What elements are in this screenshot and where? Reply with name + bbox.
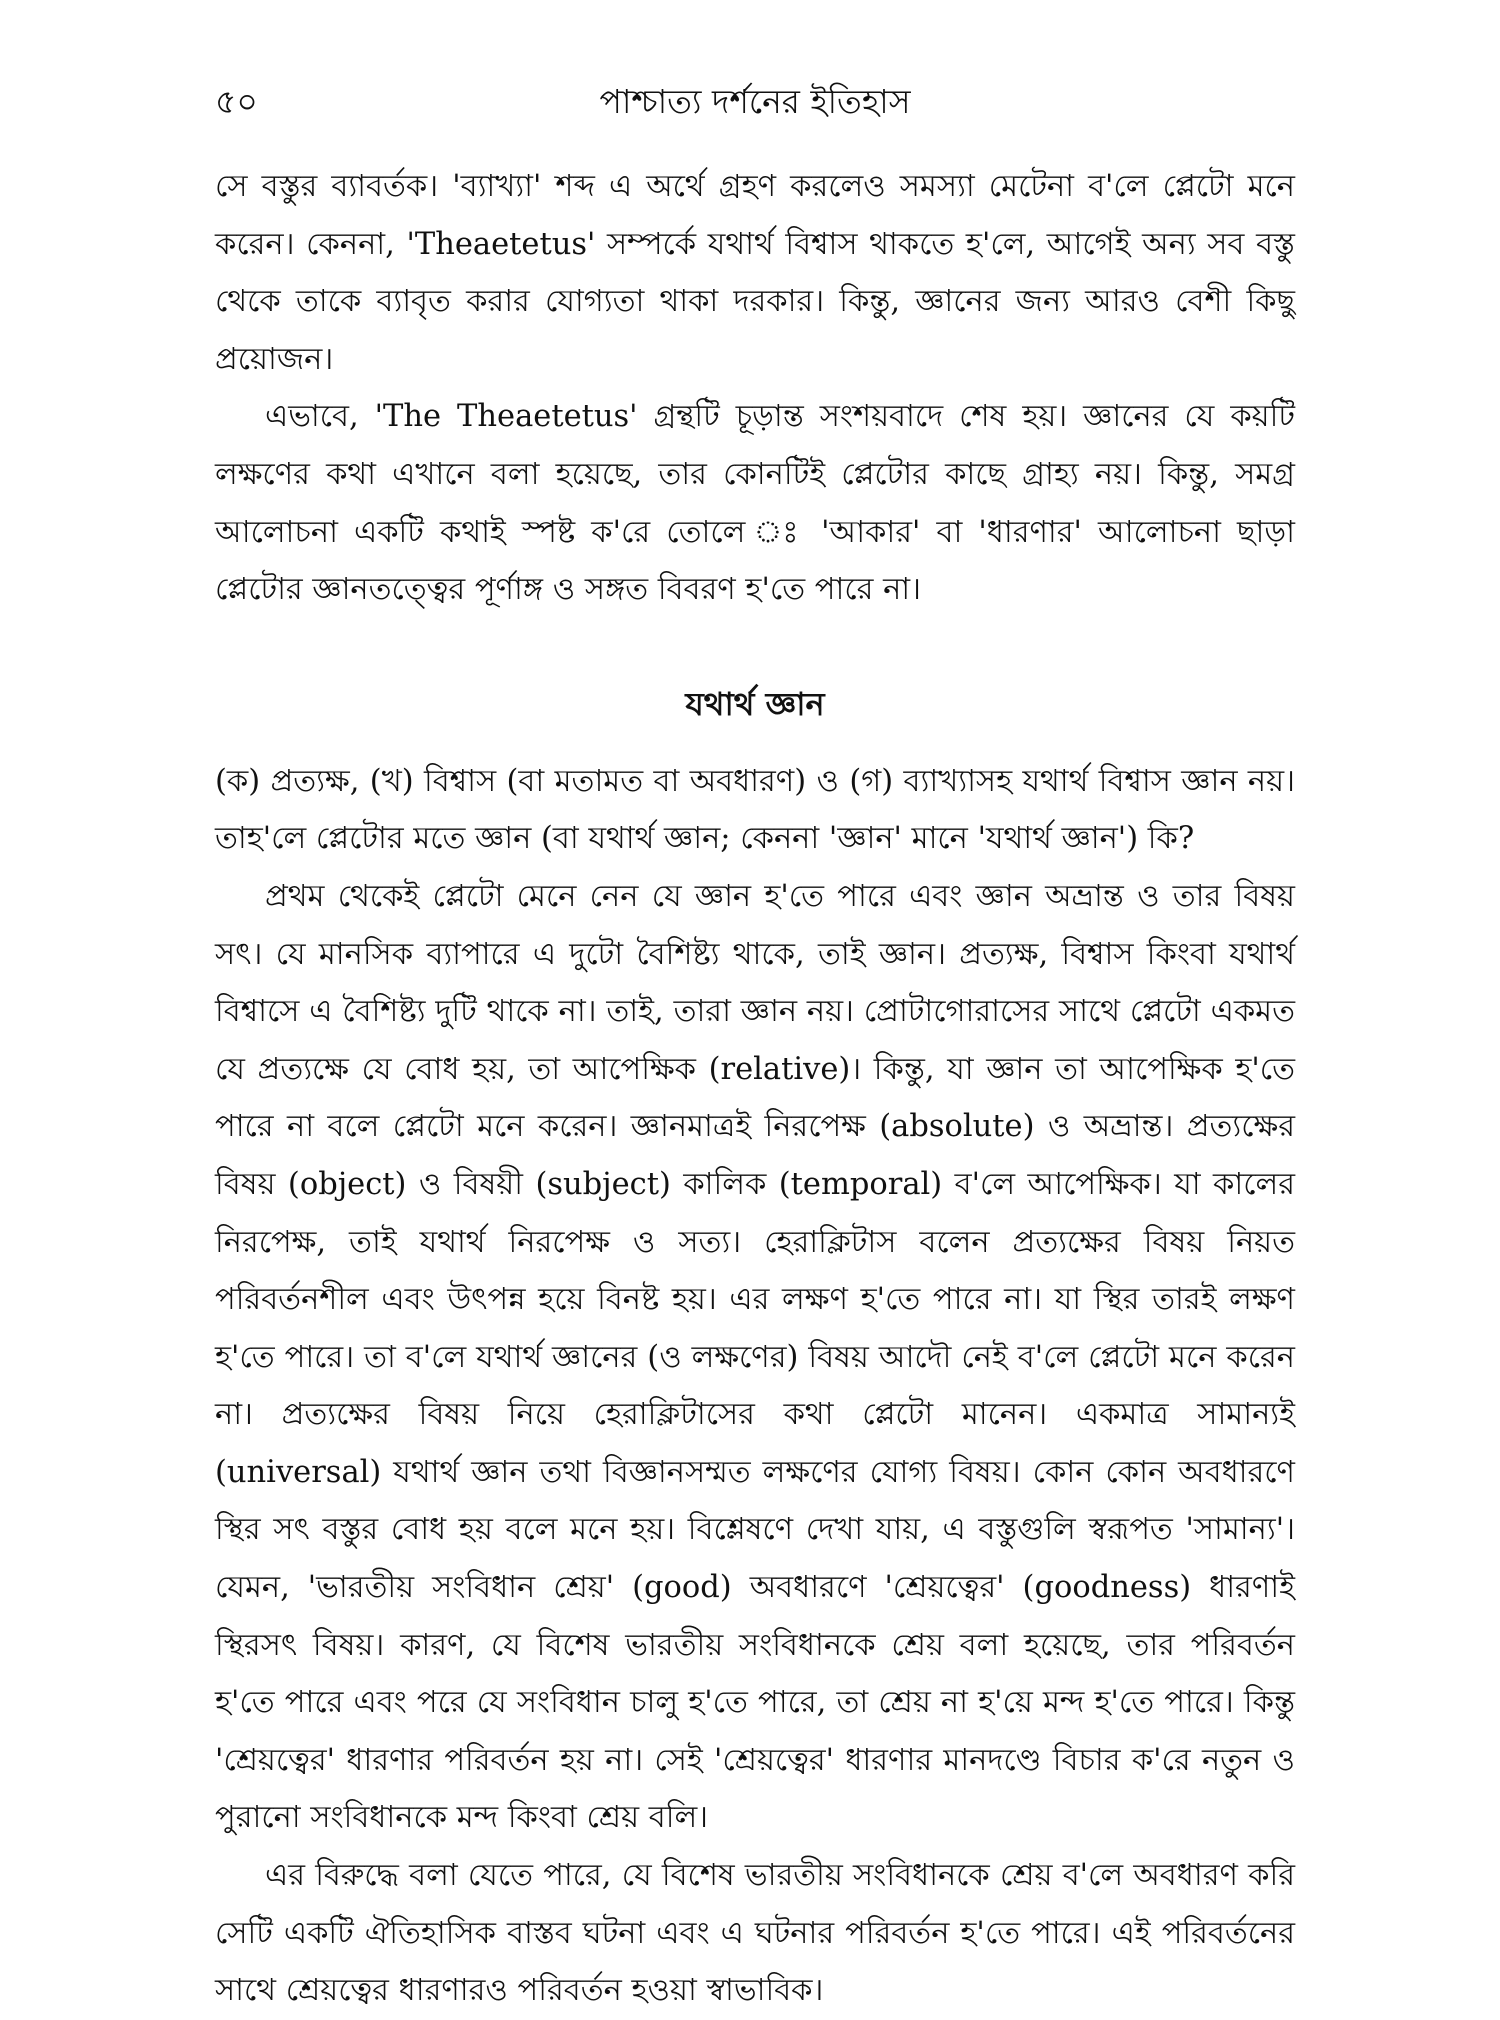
body-text — [215, 158, 1295, 2020]
page-number: ৫০ — [215, 82, 258, 121]
paragraph: প্রথম থেকেই প্লেটো মেনে নেন যে জ্ঞান হ'তে পারে এবং জ্ঞান অভ্রান্ত ও তার বিষয় সৎ। যে মানসিক ব্যাপারে এ দুটো বৈশিষ্ট্য থাকে, তাই জ্ঞান। প্রত্যক্ষ, বিশ্বাস কিংবা যথার্থ বিশ্বাসে এ বৈশিষ্ট্য দুটি থাকে না। তাই, তারা জ্ঞান নয়। প্রোটাগোরাসের সাথে প্লেটো একমত যে প্রত্যক্ষে যে বোধ হয়, তা আপেক্ষিক (relative)। কিন্তু, যা জ্ঞান তা আপেক্ষিক হ'তে পারে না বলে প্লেটো মনে করেন। জ্ঞানমাত্রই নিরপেক্ষ (absolute) ও অভ্রান্ত। প্রত্যক্ষের বিষয় (object) ও বিষয়ী (subject) কালিক (temporal) ব'লে আপেক্ষিক। যা কালের নিরপেক্ষ, তাই যথার্থ নিরপেক্ষ ও সত্য। হেরাক্লিটাস বলেন প্রত্যক্ষের বিষয় নিয়ত পরিবর্তনশীল এবং উৎপন্ন হয়ে বিনষ্ট হয়। এর লক্ষণ হ'তে পারে না। যা স্থির তারই লক্ষণ হ'তে পারে। তা ব'লে যথার্থ জ্ঞানের (ও লক্ষণের) বিষয় আদৌ নেই ব'লে প্লেটো মনে করেন না। প্রত্যক্ষের বিষয় নিয়ে হেরাক্লিটাসের কথা প্লেটো মানেন। একমাত্র সামান্যই (universal) যথার্থ জ্ঞান তথা বিজ্ঞানসম্মত লক্ষণের যোগ্য বিষয়। কোন কোন অবধারণে স্থির সৎ বস্তুর বোধ হয় বলে মনে হয়। বিশ্লেষণে দেখা যায়, এ বস্তুগুলি স্বরূপত 'সামান্য'। যেমন, 'ভারতীয় সংবিধান শ্রেয়' (good) অবধারণে 'শ্রেয়ত্বের' (goodness) ধারণাই স্থিরসৎ বিষয়। কারণ, যে বিশেষ ভারতীয় সংবিধানকে শ্রেয় বলা হয়েছে, তার পরিবর্তন হ'তে পারে এবং পরে যে সংবিধান চালু হ'তে পারে, তা শ্রেয় না হ'য়ে মন্দ হ'তে পারে। কিন্তু 'শ্রেয়ত্বের' ধারণার পরিবর্তন হয় না। সেই 'শ্রেয়ত্বের' ধারণার মানদণ্ডে বিচার ক'রে নতুন ও পুরানো সংবিধানকে মন্দ কিংবা শ্রেয় বলি। — [215, 878, 1295, 1836]
paragraph: সে বস্তুর ব্যাবর্তক। 'ব্যাখ্যা' শব্দ এ অর্থে গ্রহণ করলেও সমস্যা মেটেনা ব'লে প্লেটো মনে করেন। কেননা, 'Theaetetus' সম্পর্কে যথার্থ বিশ্বাস থাকতে হ'লে, আগেই অন্য সব বস্তু থেকে তাকে ব্যাবৃত করার যোগ্যতা থাকা দরকার। কিন্তু, জ্ঞানের জন্য আরও বেশী কিছু প্রয়োজন। — [215, 169, 1295, 377]
running-title: পাশ্চাত্য দর্শনের ইতিহাস — [599, 82, 911, 121]
paragraph: (ক) প্রত্যক্ষ, (খ) বিশ্বাস (বা মতামত বা অবধারণ) ও (গ) ব্যাখ্যাসহ যথার্থ বিশ্বাস জ্ঞান নয়। তাহ'লে প্লেটোর মতে জ্ঞান (বা যথার্থ জ্ঞান; কেননা 'জ্ঞান' মানে 'যথার্থ জ্ঞান') কি? — [215, 763, 1295, 857]
page-header — [215, 72, 1295, 132]
paragraph: এভাবে, 'The Theaetetus' গ্রন্থটি চূড়ান্ত সংশয়বাদে শেষ হয়। জ্ঞানের যে কয়টি লক্ষণের কথা এখানে বলা হয়েছে, তার কোনটিই প্লেটোর কাছে গ্রাহ্য নয়। কিন্তু, সমগ্র আলোচনা একটি কথাই স্পষ্ট ক'রে তোলে ঃ 'আকার' বা 'ধারণার' আলোচনা ছাড়া প্লেটোর জ্ঞানতত্ত্বের পূর্ণাঙ্গ ও সঙ্গত বিবরণ হ'তে পারে না। — [215, 399, 1295, 608]
paragraph: এর বিরুদ্ধে বলা যেতে পারে, যে বিশেষ ভারতীয় সংবিধানকে শ্রেয় ব'লে অবধারণ করি সেটি একটি ঐতিহাসিক বাস্তব ঘটনা এবং এ ঘটনার পরিবর্তন হ'তে পারে। এই পরিবর্তনের সাথে শ্রেয়ত্বের ধারণারও পরিবর্তন হওয়া স্বাভাবিক। — [215, 1858, 1295, 2009]
section-heading: যথার্থ জ্ঞান — [685, 684, 825, 723]
